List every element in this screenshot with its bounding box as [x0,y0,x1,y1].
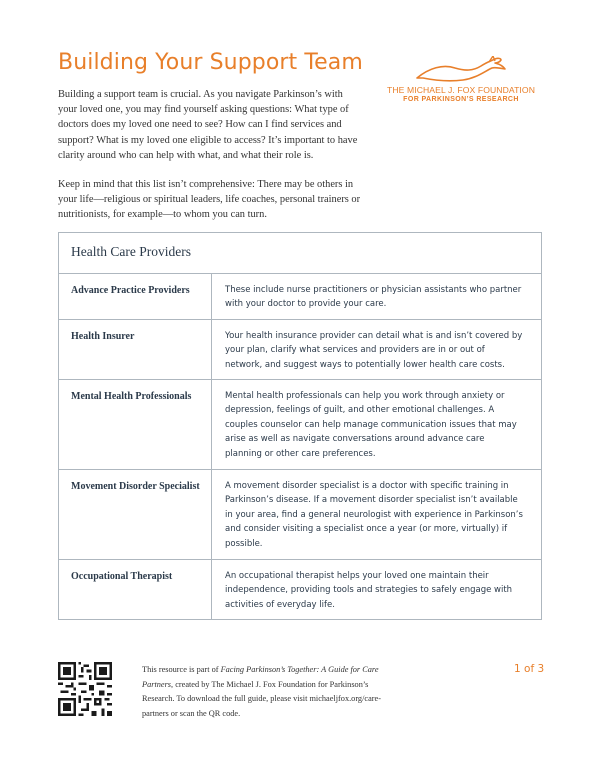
table-header [59,233,541,274]
table-row [59,469,541,560]
row-name: Mental Health Professionals [71,391,192,402]
row-description: A movement disorder specialist is a doctor with specific training in Parkinson’s disease. If a movement disorder specialist isn’t available in your area, find a general neurologist with experience in Parkinson’s and consider visiting a specialist once a year (or more, virtually) if possible. [225,481,523,549]
table-row [59,379,541,470]
intro-text [58,87,363,237]
logo-tagline: FOR PARKINSON’S RESEARCH [403,96,519,103]
table-row [59,559,541,619]
table-row [59,319,541,380]
guide-title: Facing Parkinson’s Together: A Guide for Care Partners [142,665,379,689]
row-name: Health Insurer [71,331,135,342]
row-description: These include nurse practitioners or physician assistants who partner with your doctor to provide your care. [225,285,522,310]
table-row [59,273,541,320]
providers-table [58,232,542,620]
table-heading: Health Care Providers [71,244,191,259]
footer-note [142,663,392,721]
page-number: 1 of 3 [514,663,545,675]
row-name: Advance Practice Providers [71,285,190,296]
logo-name: THE MICHAEL J. FOX FOUNDATION [386,85,536,95]
fox-logo-icon [415,56,507,84]
footer-text-start: This resource is part of [142,665,221,674]
row-name: Movement Disorder Specialist [71,481,200,492]
row-description: An occupational therapist helps your loved one maintain their independence, providing tools and strategies to safely engage with activities of everyday life. [225,571,513,610]
intro-paragraph-1: Building a support team is crucial. As you navigate Parkinson’s with your loved one, you may find yourself asking questions: What type of doctors does my loved one need to see? How can I find services and support? What is my loved one eligible to access? It’s important to have clarity around who can help with what, and what their role is. [58,89,358,161]
page-title: Building Your Support Team [58,50,363,75]
row-description: Your health insurance provider can detail what is and isn’t covered by your plan, clarify what services and providers are in or out of network, and suggest ways to potentially lower health care costs. [225,331,523,370]
row-name: Occupational Therapist [71,571,173,582]
foundation-logo [385,56,537,106]
qr-code-icon[interactable] [58,662,112,716]
row-description: Mental health professionals can help you work through anxiety or depression, feelings of guilt, and other emotional challenges. A couples counselor can help manage communication issues that may arise as well as navigate conversations around advance care planning or other care preferences. [225,391,517,459]
footer-text-end: , created by The Michael J. Fox Foundation for Parkinson’s Research. To download the full guide, please visit michaeljfox.org/care-partners or scan the QR code. [142,679,381,718]
intro-paragraph-2: Keep in mind that this list isn’t comprehensive: There may be others in your life—religious or spiritual leaders, life coaches, personal trainers or nutritionists, for example—to whom you can turn. [58,179,361,221]
